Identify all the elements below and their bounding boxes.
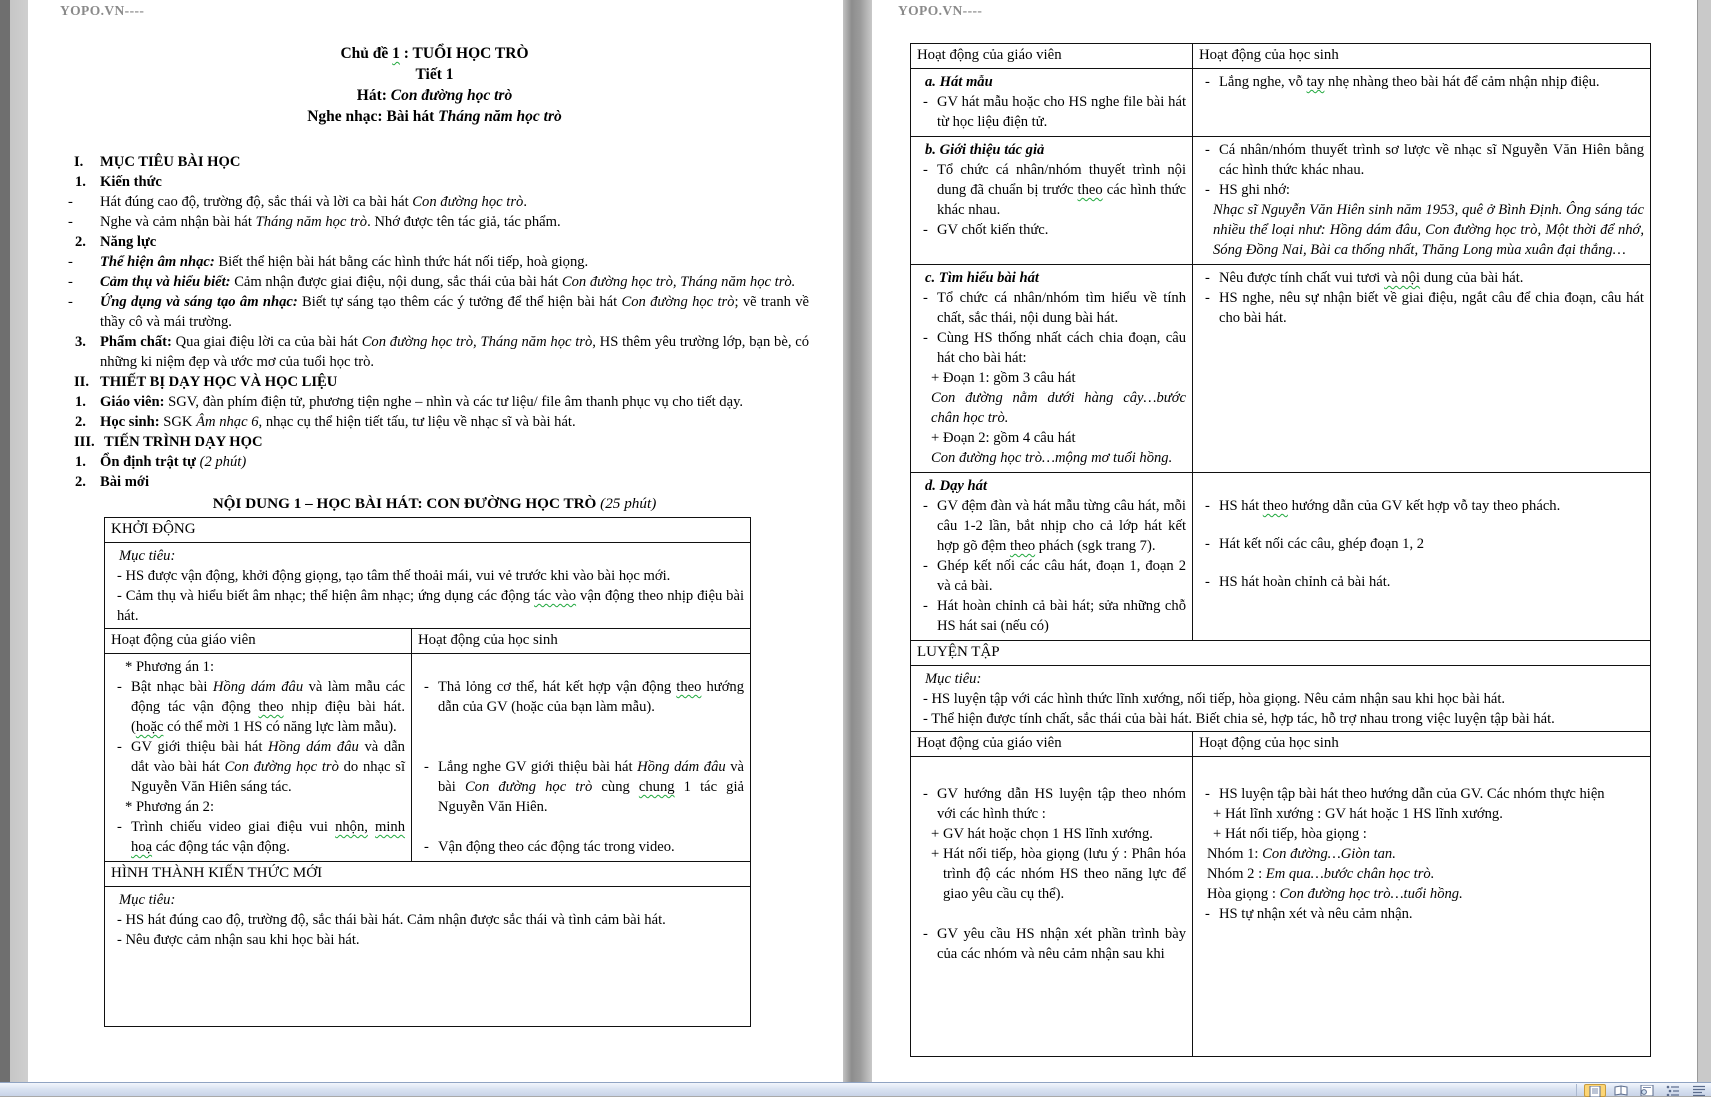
paragraph: Mục tiêu: [119, 548, 176, 564]
list-marker: 1. [75, 454, 86, 470]
paragraph: - Nêu được cảm nhận sau khi học bài hát. [117, 932, 360, 948]
list-marker: - [68, 214, 73, 230]
paragraph: + Đoạn 2: gồm 4 câu hát [931, 430, 1076, 446]
paragraph: - Cảm thụ và hiểu biết: Cảm nhận được giai điệu, nội dung, sắc thái của bài hát Con đường học trò, Tháng năm học trò. [68, 274, 796, 290]
list-marker: - [1205, 74, 1210, 90]
list-marker: - [424, 679, 429, 695]
paragraph: * Phương án 2: [125, 799, 215, 815]
view-switcher [1576, 1084, 1710, 1097]
khoi-dong-heading: KHỞI ĐỘNG [105, 518, 751, 543]
list-marker: - [923, 290, 928, 306]
spacer [418, 657, 744, 677]
paragraph: Mục tiêu: [925, 671, 982, 687]
paragraph: - HS luyện tập với các hình thức lĩnh xướng, nối tiếp, hòa giọng. Nêu cảm nhận sau khi học bài hát. [923, 691, 1506, 707]
hinh-thanh-kien-thuc-heading: HÌNH THÀNH KIẾN THỨC MỚI [105, 862, 751, 887]
paragraph: - HS hát hoàn chỉnh cả bài hát. [1205, 574, 1391, 590]
paragraph: - Lắng nghe, vỗ tay nhẹ nhàng theo bài hát để cảm nhận nhịp điệu. [1205, 74, 1600, 90]
paragraph: - Cảm thụ và hiểu biết âm nhạc; thể hiện âm nhạc; ứng dụng các động tác vào vận động theo nhịp điệu bài hát. [117, 588, 745, 624]
document-page-2[interactable] [872, 0, 1697, 1082]
list-marker: I. [74, 154, 84, 170]
paragraph: - Lắng nghe GV giới thiệu bài hát Hồng dám đâu và bài Con đường học trò cùng chung 1 tác giả Nguyễn Văn Hiên. [424, 759, 745, 815]
list-marker: 2. [75, 474, 86, 490]
list-marker: + [931, 430, 940, 446]
list-marker: - [1205, 574, 1210, 590]
paragraph: - Ghép kết nối các câu hát, đoạn 1, đoạn 2 và cả bài. [923, 558, 1186, 594]
spacer [1199, 476, 1644, 496]
list-marker: - [68, 194, 73, 210]
list-marker: - [117, 739, 122, 755]
paragraph: - Nêu được tính chất vui tươi và nội dung của bài hát. [1205, 270, 1524, 286]
paragraph: - Hát đúng cao độ, trường độ, sắc thái và lời ca bài hát Con đường học trò. [68, 194, 527, 210]
teacher-activity-cell [911, 757, 1193, 1057]
paragraph: - Trình chiếu video giai điệu vui nhộn, minh hoạ các động tác vận động. [117, 819, 406, 855]
teacher-activity-cell [911, 265, 1193, 473]
htkt-muc-tieu-cell [105, 887, 751, 1027]
list-marker: - [923, 330, 928, 346]
paragraph: 2. Năng lực [75, 234, 157, 250]
paragraph: - Cùng HS thống nhất cách chia đoạn, câu hát cho bài hát: [923, 330, 1186, 366]
column-header-student: Hoạt động của học sinh [1193, 44, 1651, 69]
paragraph: - Cá nhân/nhóm thuyết trình sơ lược về nhạc sĩ Nguyễn Văn Hiên bằng các hình thức khác nhau. [1205, 142, 1644, 178]
student-activity-cell [1193, 69, 1651, 137]
student-activity-cell [1193, 137, 1651, 265]
outline-view-icon[interactable] [1662, 1084, 1684, 1097]
khoi-dong-muc-tieu-cell [105, 543, 751, 629]
paragraph: d. Dạy hát [925, 478, 988, 494]
paragraph: - GV hướng dẫn HS luyện tập theo nhóm với các hình thức : [923, 786, 1186, 822]
paragraph: - HS tự nhận xét và nêu cảm nhận. [1205, 906, 1413, 922]
teacher-activity-cell [911, 137, 1193, 265]
paragraph: + GV hát hoặc chọn 1 HS lĩnh xướng. [931, 826, 1153, 842]
paragraph: 1. Ổn định trật tự (2 phút) [75, 454, 247, 470]
status-bar-divider [1576, 1084, 1577, 1096]
paragraph: I. MỤC TIÊU BÀI HỌC [74, 154, 241, 170]
paragraph: - Vận động theo các động tác trong video. [424, 839, 675, 855]
paragraph: * Phương án 1: [125, 659, 215, 675]
paragraph: 3. Phẩm chất: Qua giai điệu lời ca của bài hát Con đường học trò, Tháng năm học trò, HS thêm yêu trường lớp, bạn bè, có những ki niệm đẹp và ước mơ của tuổi học trò. [75, 334, 809, 370]
student-activity-cell [1193, 473, 1651, 641]
paragraph: - HS nghe, nêu sự nhận biết về giai điệu, ngắt câu để chia đoạn, câu hát cho bài hát. [1205, 290, 1644, 326]
web-layout-view-icon[interactable] [1636, 1084, 1658, 1097]
status-bar [0, 1082, 1711, 1096]
list-marker: - [68, 294, 73, 310]
list-marker: 2. [75, 234, 86, 250]
section-heading-noi-dung-1 [60, 493, 809, 515]
list-marker: + [1213, 806, 1222, 822]
paragraph: - Thể hiện được tính chất, sắc thái của bài hát. Biết chia sẻ, hợp tác, hỗ trợ nhau trong việc luyện tập bài hát. [923, 711, 1555, 727]
paragraph: - Bật nhạc bài Hồng dám đâu và làm mẫu các động tác vận động theo nhịp điệu bài hát. (hoặc có thể mời 1 HS có năng lực làm mẫu). [117, 679, 406, 735]
paragraph: Hòa giọng : Con đường học trò…tuổi hồng. [1207, 886, 1463, 902]
list-marker: 2. [75, 414, 86, 430]
list-marker: - [117, 679, 122, 695]
paragraph: b. Giới thiệu tác giả [925, 142, 1045, 158]
paragraph: 2. Học sinh: SGK Âm nhạc 6, nhạc cụ thể hiện tiết tấu, tư liệu về nhạc sĩ và bài hát. [75, 414, 576, 430]
student-activity-cell [1193, 265, 1651, 473]
list-marker: - [923, 94, 928, 110]
teacher-activity-cell [911, 69, 1193, 137]
student-activity-cell [1193, 757, 1651, 1057]
list-marker: - [923, 498, 928, 514]
list-marker: - [1205, 270, 1210, 286]
list-marker: - [923, 786, 928, 802]
paragraph: c. Tìm hiểu bài hát [925, 270, 1039, 286]
paragraph: Nghe nhạc: Bài hát Tháng năm học trò [307, 108, 562, 125]
list-marker: 3. [75, 334, 86, 350]
paragraph: 2. Bài mới [75, 474, 150, 490]
list-marker: - [923, 926, 928, 942]
paragraph: Mục tiêu: [119, 892, 176, 908]
print-layout-view-icon[interactable] [1584, 1084, 1606, 1097]
paragraph: - GV hát mẫu hoặc cho HS nghe file bài hát từ học liệu điện tử. [923, 94, 1186, 130]
paragraph: - GV đệm đàn và hát mẫu từng câu hát, mỗi câu 1-2 lần, bắt nhịp cho cả lớp hát kết hợp gõ đệm theo phách (sgk trang 7). [923, 498, 1186, 554]
paragraph: - Hát hoàn chỉnh cả bài hát; sửa những chỗ HS hát sai (nếu có) [923, 598, 1186, 634]
list-marker: - [1205, 906, 1210, 922]
paragraph: + Hát nối tiếp, hòa giọng : [1213, 826, 1367, 842]
paragraph: - GV chốt kiến thức. [923, 222, 1049, 238]
paragraph: III. TIẾN TRÌNH DẠY HỌC [74, 434, 263, 450]
list-marker: - [424, 759, 429, 775]
paragraph: - HS được vận động, khởi động giọng, tạo tâm thế thoải mái, vui vẻ trước khi vào bài học mới. [117, 568, 671, 584]
spacer [418, 817, 744, 837]
column-header-student: Hoạt động của học sinh [1193, 732, 1651, 757]
list-marker: - [923, 598, 928, 614]
paragraph: - HS luyện tập bài hát theo hướng dẫn của GV. Các nhóm thực hiện [1205, 786, 1605, 802]
draft-view-icon[interactable] [1688, 1084, 1710, 1097]
page-gap [843, 0, 872, 1082]
luyen-tap-heading: LUYỆN TẬP [911, 641, 1651, 666]
khoi-dong-table [104, 517, 751, 1027]
paragraph: 1. Giáo viên: SGV, đàn phím điện tử, phương tiện nghe – nhìn và các tư liệu/ file âm thanh phục vụ cho tiết dạy. [75, 394, 744, 410]
list-marker: + [931, 826, 940, 842]
teacher-activity-cell [105, 654, 412, 862]
paragraph: + Hát lĩnh xướng : GV hát hoặc 1 HS lĩnh xướng. [1213, 806, 1503, 822]
paragraph: Con đường nằm dưới hàng cây…bước chân học trò. [931, 390, 1186, 426]
list-marker: - [1205, 182, 1210, 198]
vertical-scrollbar[interactable] [1697, 0, 1711, 1082]
list-marker: III. [74, 434, 95, 450]
spacer [917, 760, 1186, 784]
list-marker: - [68, 274, 73, 290]
paragraph: Nhóm 2 : Em qua…bước chân học trò. [1207, 866, 1435, 882]
list-marker: + [931, 846, 940, 862]
paragraph: - GV giới thiệu bài hát Hồng dám đâu và dẫn dắt vào bài hát Con đường học trò do nhạc sĩ Nguyễn Văn Hiên sáng tác. [117, 739, 406, 795]
list-marker: - [1205, 536, 1210, 552]
watermark: YOPO.VN---- [898, 3, 983, 18]
paragraph: - HS ghi nhớ: [1205, 182, 1290, 198]
paragraph: + Đoạn 1: gồm 3 câu hát [931, 370, 1076, 386]
paragraph: - HS hát đúng cao độ, trường độ, sắc thái bài hát. Cảm nhận được sắc thái và tình cảm bài hát. [117, 912, 666, 928]
document-title [60, 43, 809, 127]
column-header-student: Hoạt động của học sinh [412, 629, 751, 654]
spacer [1199, 516, 1644, 534]
list-marker: - [1205, 290, 1210, 306]
paragraph: - Hát kết nối các câu, ghép đoạn 1, 2 [1205, 536, 1425, 552]
paragraph: - Tổ chức cá nhân/nhóm tìm hiểu về tính chất, sắc thái, nội dung bài hát. [923, 290, 1186, 326]
student-activity-cell [412, 654, 751, 862]
full-screen-reading-view-icon[interactable] [1610, 1084, 1632, 1097]
list-marker: - [1205, 786, 1210, 802]
list-marker: - [923, 558, 928, 574]
teacher-activity-cell [911, 473, 1193, 641]
watermark: YOPO.VN---- [60, 3, 145, 18]
paragraph: 1. Kiến thức [75, 174, 162, 190]
column-header-teacher: Hoạt động của giáo viên [911, 44, 1193, 69]
paragraph: - Nghe và cảm nhận bài hát Tháng năm học trò. Nhớ được tên tác giả, tác phẩm. [68, 214, 561, 230]
list-marker: - [117, 819, 122, 835]
paragraph: Nhạc sĩ Nguyễn Văn Hiên sinh năm 1953, quê ở Bình Định. Ông sáng tác nhiều thể loại như: Hồng dám đâu, Con đường học trò, Một thời để nhớ, Sóng Đồng Nai, Bài ca thống nhất, Thăng Long mùa xuân đại thắng… [1213, 202, 1644, 258]
window-left-edge [0, 0, 28, 1082]
paragraph: a. Hát mẫu [925, 74, 993, 90]
paragraph: - Tổ chức cá nhân/nhóm thuyết trình nội dung đã chuẩn bị trước theo các hình thức khác nhau. [923, 162, 1186, 218]
page1-body [60, 152, 809, 492]
paragraph: - Thể hiện âm nhạc: Biết thể hiện bài hát bằng các hình thức hát nối tiếp, hoà giọng. [68, 254, 589, 270]
paragraph: - Thả lỏng cơ thể, hát kết hợp vận động theo hướng dẫn của GV (hoặc của bạn làm mẫu). [424, 679, 745, 715]
list-marker: - [1205, 498, 1210, 514]
column-header-teacher: Hoạt động của giáo viên [105, 629, 412, 654]
paragraph: + Hát nối tiếp, hòa giọng (lưu ý : Phân hóa trình độ các nhóm HS theo năng lực để giao yêu cầu cụ thể). [931, 846, 1186, 902]
spacer [1199, 554, 1644, 572]
paragraph: Tiết 1 [415, 66, 454, 83]
list-marker: - [923, 162, 928, 178]
column-header-teacher: Hoạt động của giáo viên [911, 732, 1193, 757]
list-marker: - [1205, 142, 1210, 158]
list-marker: 1. [75, 174, 86, 190]
paragraph: II. THIẾT BỊ DẠY HỌC VÀ HỌC LIỆU [74, 374, 338, 390]
paragraph: - Ứng dụng và sáng tạo âm nhạc: Biết tự sáng tạo thêm các ý tưởng để thể hiện bài hát Con đường học trò; vẽ tranh về thầy cô và mái trường. [68, 294, 809, 330]
spacer [1199, 760, 1644, 784]
paragraph: - GV yêu cầu HS nhận xét phần trình bày của các nhóm và nêu cảm nhận sau khi [923, 926, 1186, 962]
document-page-1[interactable] [28, 0, 843, 1082]
spacer [917, 904, 1186, 924]
list-marker: + [931, 370, 940, 386]
list-marker: - [424, 839, 429, 855]
paragraph: - HS hát theo hướng dẫn của GV kết hợp vỗ tay theo phách. [1205, 498, 1561, 514]
paragraph: Con đường học trò…mộng mơ tuổi hồng. [931, 450, 1173, 466]
list-marker: 1. [75, 394, 86, 410]
list-marker: - [923, 222, 928, 238]
paragraph: Hát: Con đường học trò [356, 87, 513, 104]
paragraph: NỘI DUNG 1 – HỌC BÀI HÁT: CON ĐƯỜNG HỌC TRÒ (25 phút) [212, 495, 657, 512]
paragraph: Chủ đề 1 : TUỔI HỌC TRÒ [340, 45, 529, 62]
paragraph: Nhóm 1: Con đường…Giòn tan. [1207, 846, 1396, 862]
list-marker: + [1213, 826, 1222, 842]
list-marker: - [68, 254, 73, 270]
spacer [418, 717, 744, 757]
luyen-tap-muc-tieu-cell [911, 666, 1651, 732]
list-marker: II. [74, 374, 90, 390]
activities-table [910, 43, 1651, 1057]
